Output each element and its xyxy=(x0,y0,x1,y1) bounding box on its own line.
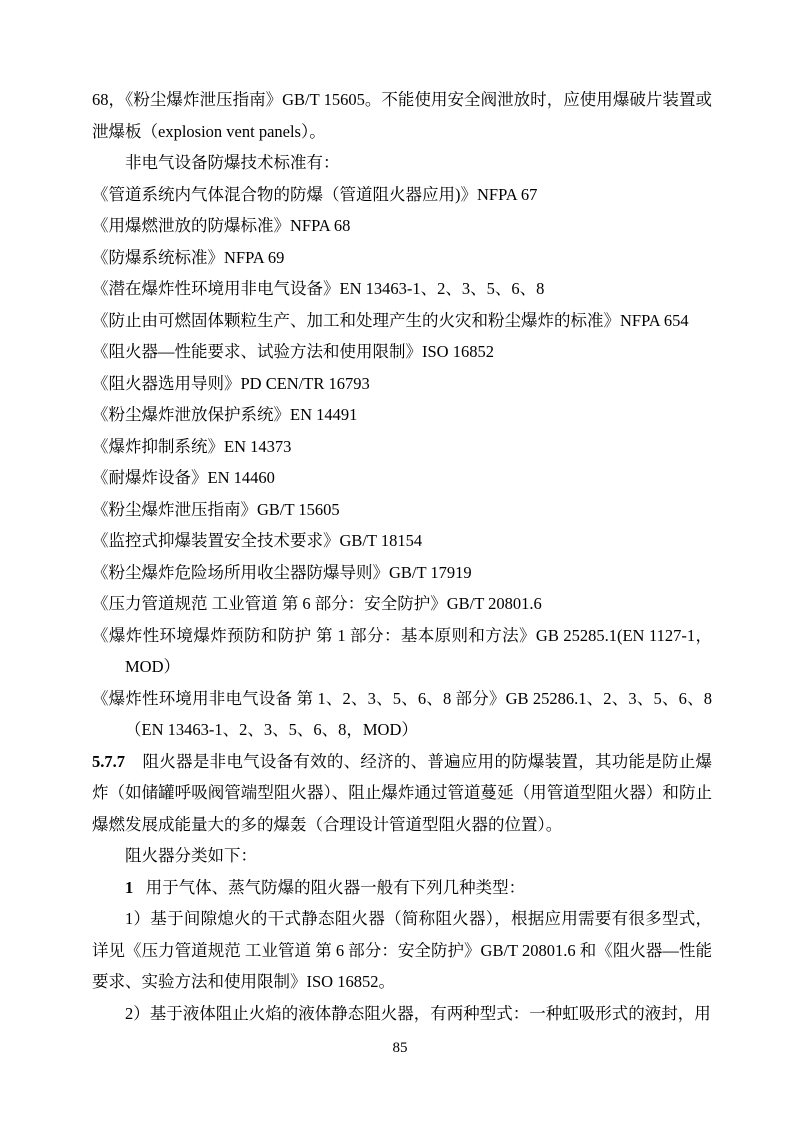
standard-item: 《爆炸抑制系统》EN 14373 xyxy=(92,436,292,456)
standard-item: 《爆炸性环境爆炸预防和防护 第 1 部分：基本原则和方法》GB 25285.1(EN 1127-1，MOD） xyxy=(92,625,712,676)
standard-item: 《管道系统内气体混合物的防爆（管道阻火器应用)》NFPA 67 xyxy=(92,184,538,204)
list-item-1-number: 1 xyxy=(125,877,134,897)
list-item-1-2: 2）基于液体阻止火焰的液体静态阻火器，有两种型式：一种虹吸形式的液封，用 xyxy=(125,1003,711,1023)
standard-item: 《粉尘爆炸泄放保护系统》EN 14491 xyxy=(92,405,358,424)
standard-item: 《防止由可燃固体颗粒生产、加工和处理产生的火灾和粉尘爆炸的标准》NFPA 654 xyxy=(92,310,689,330)
standard-item: 《耐爆炸设备》EN 14460 xyxy=(92,468,275,487)
page-content xyxy=(92,84,712,1029)
list-item-1-1: 1）基于间隙熄火的干式静态阻火器（简称阻火器），根据应用需要有很多型式，详见《压力管道规范 工业管道 第 6 部分：安全防护》GB/T 20801.6 和《阻火器—性能要求、实验方法和使用限制》ISO 16852。 xyxy=(92,909,712,991)
list-item-1 xyxy=(92,872,712,904)
standard-item: 《压力管道规范 工业管道 第 6 部分：安全防护》GB/T 20801.6 xyxy=(92,594,542,613)
section-number: 5.7.7 xyxy=(92,751,125,771)
standard-item: 《粉尘爆炸泄压指南》GB/T 15605 xyxy=(92,499,340,519)
paragraph-continued: 68，《粉尘爆炸泄压指南》GB/T 15605。不能使用安全阀泄放时，应使用爆破片装置或泄爆板（explosion vent panels）。 xyxy=(92,90,712,141)
section-paragraph xyxy=(92,746,712,841)
standard-item: 《防爆系统标准》NFPA 69 xyxy=(92,247,285,267)
paragraph-classification-intro: 阻火器分类如下： xyxy=(125,846,257,865)
section-text: 阻火器是非电气设备有效的、经济的、普遍应用的防爆装置，其功能是防止爆炸（如储罐呼吸阀管端型阻火器）、阻止爆炸通过管道蔓延（用管道型阻火器）和防止爆燃发展成能量大的多的爆轰（合理设计管道型阻火器的位置）。 xyxy=(92,751,713,834)
standard-item: 《监控式抑爆装置安全技术要求》GB/T 18154 xyxy=(92,531,423,550)
paragraph-standards-intro: 非电气设备防爆技术标准有： xyxy=(125,153,340,172)
standard-item: 《粉尘爆炸危险场所用收尘器防爆导则》GB/T 17919 xyxy=(92,562,472,582)
standard-item: 《用爆燃泄放的防爆标准》NFPA 68 xyxy=(92,216,351,235)
standard-item: 《潜在爆炸性环境用非电气设备》EN 13463-1、2、3、5、6、8 xyxy=(92,279,545,298)
list-item-1-text: 用于气体、蒸气防爆的阻火器一般有下列几种类型： xyxy=(145,877,526,897)
page-number: 85 xyxy=(392,1040,408,1056)
standard-item: 《爆炸性环境用非电气设备 第 1、2、3、5、6、8 部分》GB 25286.1、2、3、5、6、8（EN 13463-1、2、3、5、6、8，MOD） xyxy=(92,688,712,739)
standard-item: 《阻火器—性能要求、试验方法和使用限制》ISO 16852 xyxy=(92,342,494,361)
standard-item: 《阻火器选用导则》PD CEN/TR 16793 xyxy=(92,373,370,393)
